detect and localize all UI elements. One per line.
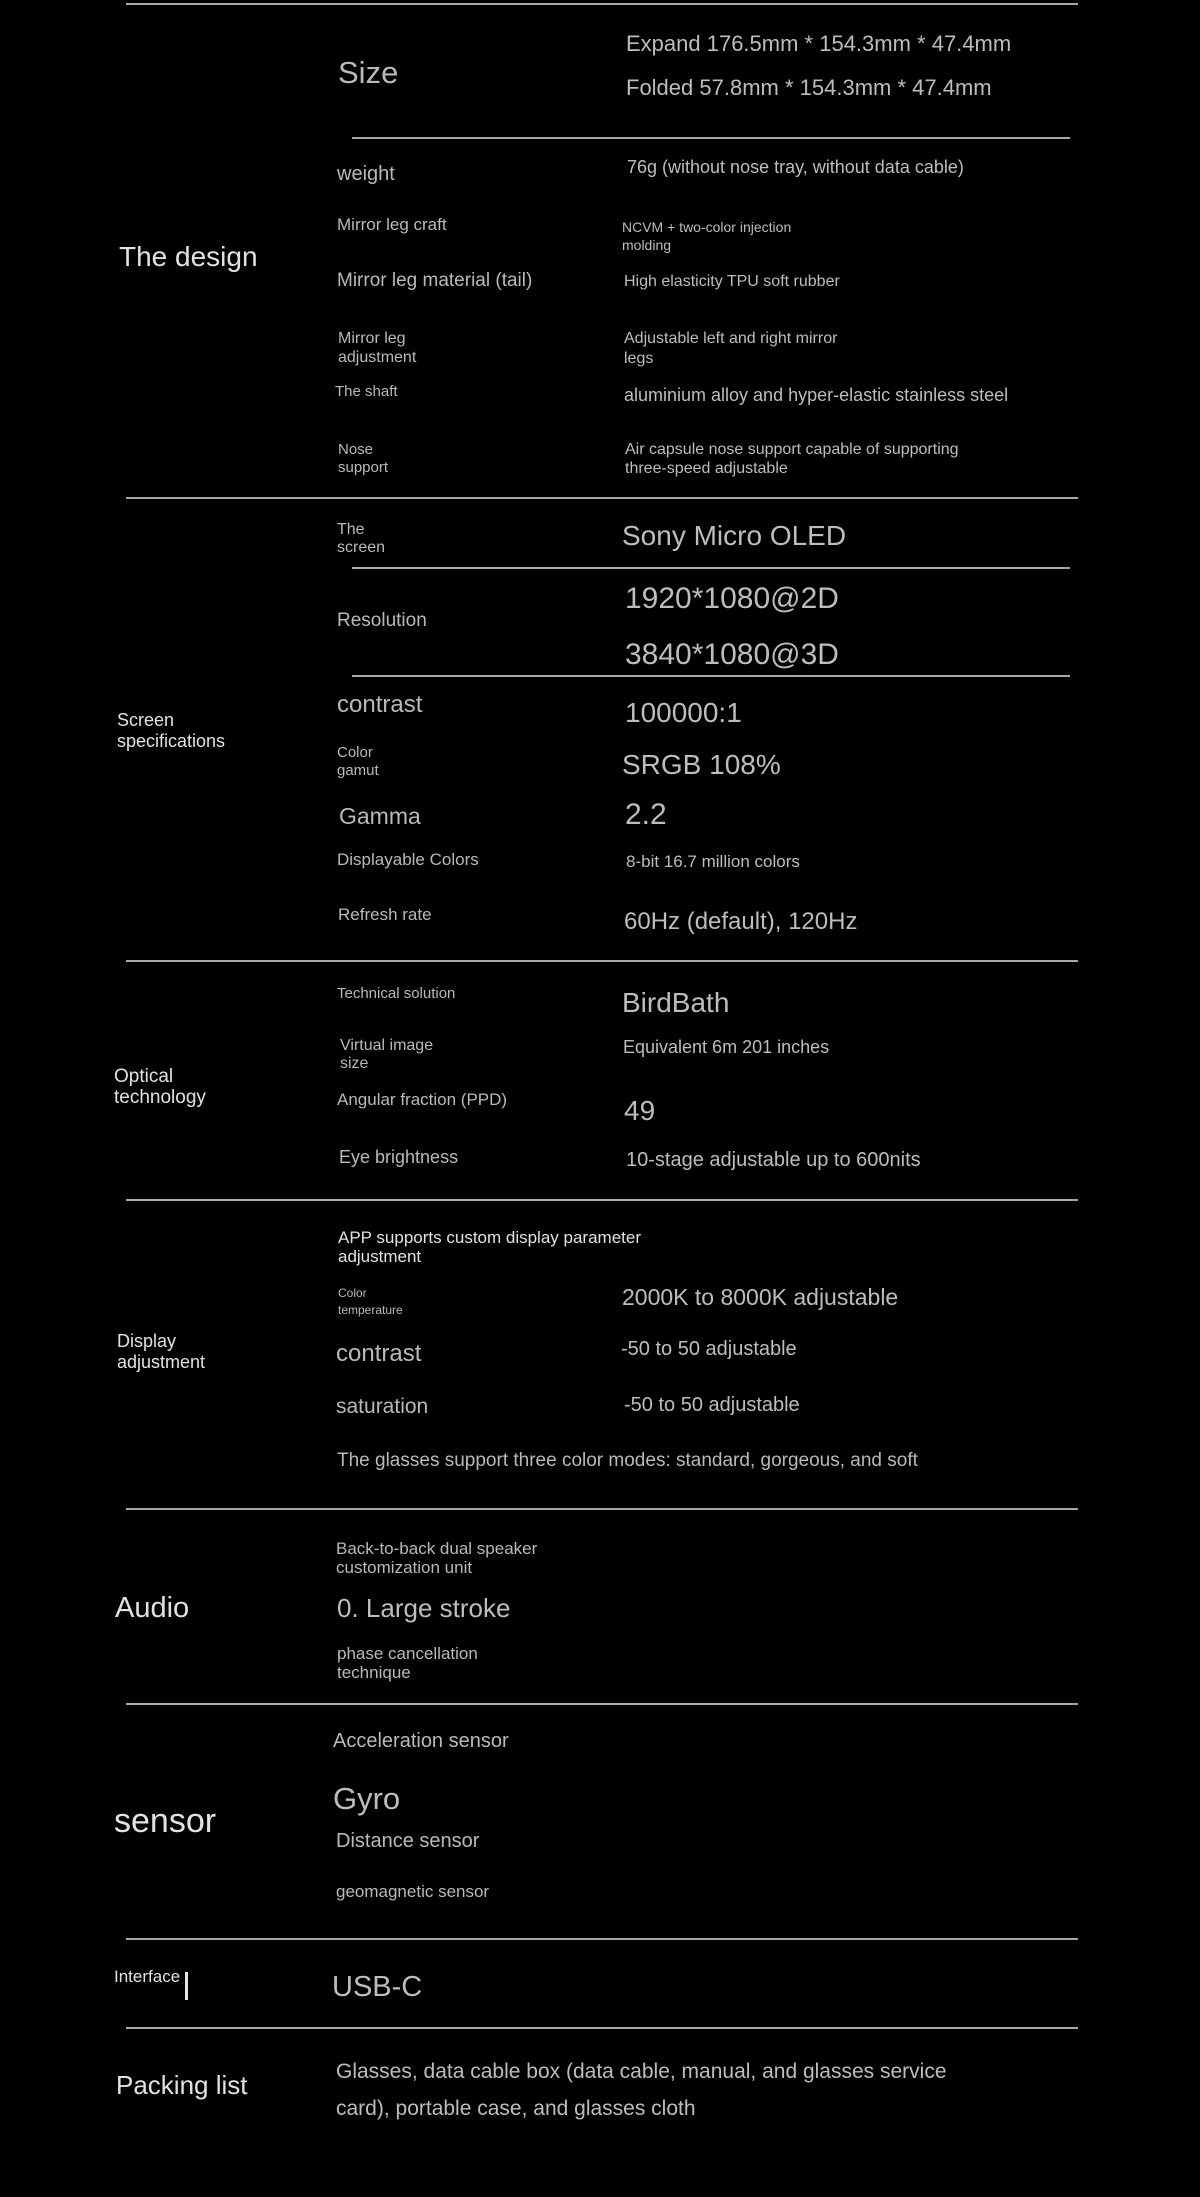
tech-label: Technical solution [337, 985, 456, 1002]
saturation-label: saturation [336, 1395, 429, 1418]
contrast-value: 100000:1 [625, 697, 742, 728]
sensor-item-acceleration: Acceleration sensor [333, 1730, 509, 1752]
packing-value: Glasses, data cable box (data cable, manual, and glasses service card), portable case, and glasses cloth [336, 2060, 947, 2120]
brightness-value: 10-stage adjustable up to 600nits [626, 1149, 921, 1171]
refresh-label: Refresh rate [338, 905, 432, 924]
section-title-packing: Packing list [116, 2070, 248, 2100]
weight-label: weight [337, 163, 395, 185]
audio-item-phase: phase cancellation technique [337, 1644, 478, 1682]
size-folded-value: Folded 57.8mm * 154.3mm * 47.4mm [626, 75, 992, 100]
section-title-sensor: sensor [114, 1802, 217, 1840]
tech-value: BirdBath [622, 987, 730, 1018]
leg-craft-label: Mirror leg craft [337, 215, 447, 234]
size-expand-value: Expand 176.5mm * 154.3mm * 47.4mm [626, 31, 1012, 56]
screen-value: Sony Micro OLED [622, 520, 847, 551]
section-title-display: Display adjustment [117, 1331, 206, 1372]
leg-material-value: High elasticity TPU soft rubber [624, 273, 840, 290]
gamma-value: 2.2 [625, 798, 667, 831]
size-label: Size [338, 55, 399, 90]
sensor-item-geomagnetic: geomagnetic sensor [336, 1882, 490, 1901]
section-title-screen: Screen specifications [117, 710, 226, 751]
virtual-value: Equivalent 6m 201 inches [623, 1037, 830, 1057]
resolution-2d-value: 1920*1080@2D [625, 582, 839, 615]
colors-label: Displayable Colors [337, 850, 479, 869]
weight-value: 76g (without nose tray, without data cable) [627, 157, 964, 177]
interface-cursor-mark [185, 1972, 188, 2000]
divider-interface-end [126, 2027, 1078, 2029]
divider-resolution [352, 675, 1070, 677]
divider-audio-end [126, 1703, 1078, 1705]
divider-top [126, 3, 1078, 5]
colors-value: 8-bit 16.7 million colors [626, 852, 800, 871]
display-contrast-label: contrast [336, 1340, 422, 1367]
gamut-value: SRGB 108% [622, 749, 781, 780]
display-contrast-value: -50 to 50 adjustable [621, 1338, 797, 1360]
leg-adjust-label: Mirror leg adjustment [338, 330, 417, 366]
section-title-audio: Audio [115, 1592, 190, 1624]
ppd-value: 49 [624, 1095, 656, 1126]
nose-label: Nose support [338, 441, 389, 476]
sensor-item-gyro: Gyro [333, 1781, 401, 1816]
leg-adjust-value: Adjustable left and right mirror legs [624, 330, 838, 367]
shaft-label: The shaft [335, 383, 398, 400]
saturation-value: -50 to 50 adjustable [624, 1394, 800, 1416]
app-note: APP supports custom display parameter adjustment [338, 1228, 641, 1266]
section-title-optical: Optical technology [114, 1066, 206, 1108]
divider-screen-end [126, 960, 1078, 962]
interface-value: USB-C [332, 1971, 423, 2003]
leg-material-label: Mirror leg material (tail) [337, 270, 533, 291]
refresh-value: 60Hz (default), 120Hz [624, 908, 858, 935]
modes-note: The glasses support three color modes: standard, gorgeous, and soft [337, 1450, 918, 1471]
divider-sensor-end [126, 1938, 1078, 1940]
section-title-interface: Interface [114, 1967, 181, 1986]
screen-label: The screen [337, 521, 386, 556]
divider-design-end [126, 497, 1078, 499]
divider-optical-end [126, 1199, 1078, 1201]
virtual-label: Virtual image size [340, 1037, 434, 1072]
gamut-label: Color gamut [337, 744, 379, 779]
sensor-item-distance: Distance sensor [336, 1830, 480, 1852]
ppd-label: Angular fraction (PPD) [337, 1090, 508, 1109]
section-title-design: The design [119, 241, 258, 272]
audio-item-stroke: 0. Large stroke [337, 1593, 511, 1623]
divider-screen [352, 567, 1070, 569]
divider-display-end [126, 1508, 1078, 1510]
shaft-value: aluminium alloy and hyper-elastic stainless steel [624, 385, 1009, 405]
temp-label: Color temperature [338, 1286, 403, 1317]
audio-item-speaker: Back-to-back dual speaker customization unit [336, 1539, 538, 1577]
resolution-label: Resolution [337, 610, 427, 631]
contrast-label: contrast [337, 691, 423, 718]
nose-value: Air capsule nose support capable of supporting three-speed adjustable [625, 441, 959, 477]
leg-craft-value: NCVM + two-color injection molding [622, 219, 792, 253]
gamma-label: Gamma [339, 803, 421, 829]
temp-value: 2000K to 8000K adjustable [622, 1284, 899, 1310]
resolution-3d-value: 3840*1080@3D [625, 638, 839, 671]
divider-size [352, 137, 1070, 139]
brightness-label: Eye brightness [339, 1147, 459, 1167]
